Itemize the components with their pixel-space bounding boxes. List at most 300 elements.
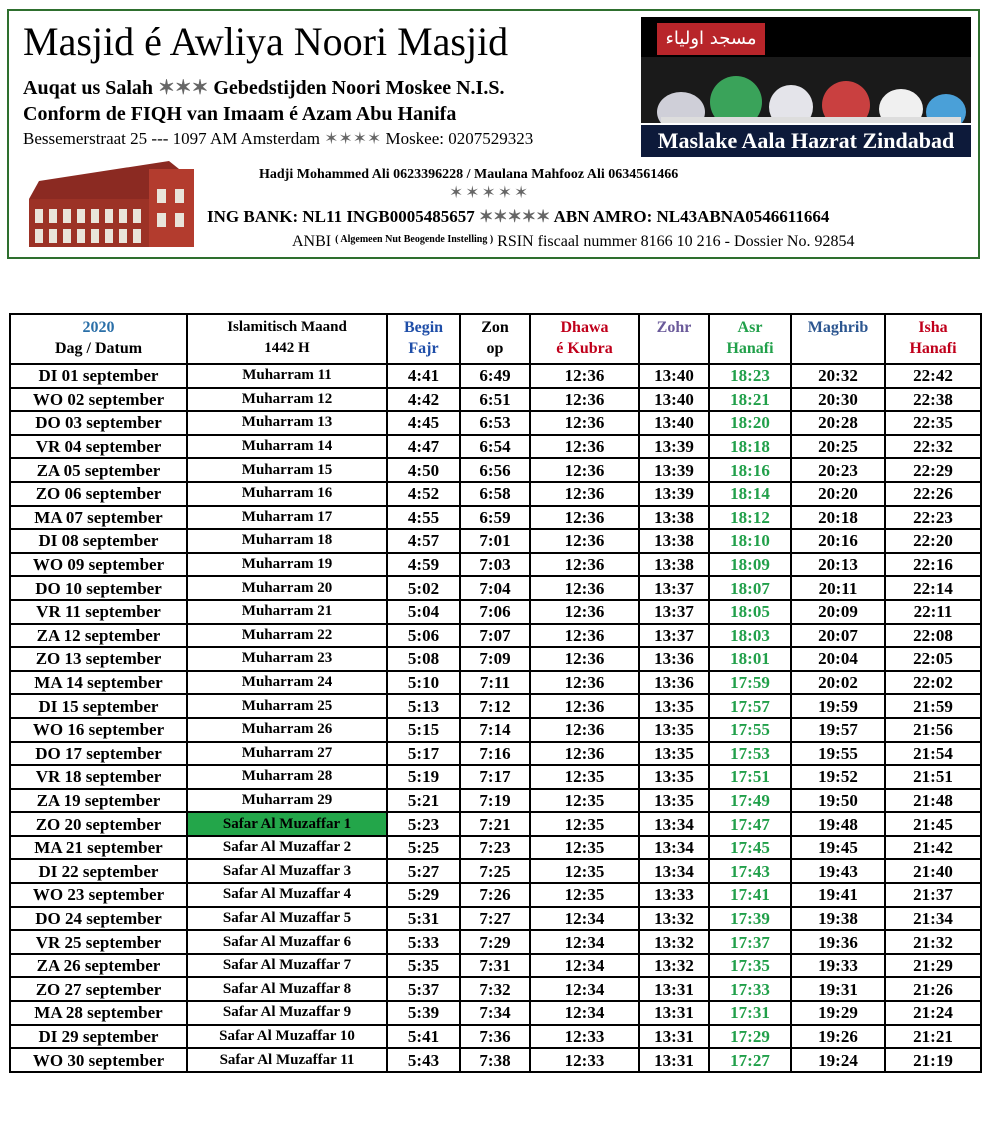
table-row bbox=[10, 435, 981, 459]
table-row bbox=[10, 600, 981, 624]
cell-maghrib: 19:50 bbox=[791, 789, 885, 813]
cell-date: DO 03 september bbox=[10, 411, 187, 435]
cell-isha: 22:29 bbox=[885, 458, 981, 482]
cell-maghrib: 19:26 bbox=[791, 1025, 885, 1049]
cell-sunrise: 6:58 bbox=[460, 482, 530, 506]
cell-sunrise: 7:01 bbox=[460, 529, 530, 553]
cell-sunrise: 7:34 bbox=[460, 1001, 530, 1025]
cell-date: ZA 26 september bbox=[10, 954, 187, 978]
mosque-logo-image bbox=[641, 17, 971, 157]
cell-date: WO 30 september bbox=[10, 1048, 187, 1072]
cell-asr: 17:39 bbox=[709, 907, 791, 931]
cell-fajr: 4:45 bbox=[387, 411, 460, 435]
cell-fajr: 5:04 bbox=[387, 600, 460, 624]
cell-dhawa: 12:35 bbox=[530, 883, 639, 907]
cell-date: ZA 12 september bbox=[10, 624, 187, 648]
cell-maghrib: 20:16 bbox=[791, 529, 885, 553]
cell-isha: 21:51 bbox=[885, 765, 981, 789]
cell-zohr: 13:33 bbox=[639, 883, 709, 907]
cell-sunrise: 7:03 bbox=[460, 553, 530, 577]
cell-maghrib: 20:07 bbox=[791, 624, 885, 648]
subtitle-part-b: Gebedstijden Noori Moskee bbox=[213, 77, 452, 99]
cell-islamic-month: Muharram 18 bbox=[187, 529, 387, 553]
table-row bbox=[10, 364, 981, 388]
cell-asr: 18:23 bbox=[709, 364, 791, 388]
star-icon: ✶✶✶ bbox=[158, 77, 209, 99]
cell-isha: 21:21 bbox=[885, 1025, 981, 1049]
cell-zohr: 13:36 bbox=[639, 647, 709, 671]
cell-maghrib: 19:43 bbox=[791, 859, 885, 883]
cell-asr: 17:45 bbox=[709, 836, 791, 860]
cell-isha: 22:02 bbox=[885, 671, 981, 695]
cell-dhawa: 12:36 bbox=[530, 742, 639, 766]
cell-maghrib: 19:45 bbox=[791, 836, 885, 860]
cell-islamic-month: Muharram 11 bbox=[187, 364, 387, 388]
cell-zohr: 13:37 bbox=[639, 624, 709, 648]
cell-islamic-month: Muharram 21 bbox=[187, 600, 387, 624]
cell-islamic-month: Muharram 25 bbox=[187, 694, 387, 718]
cell-asr: 17:59 bbox=[709, 671, 791, 695]
cell-dhawa: 12:35 bbox=[530, 836, 639, 860]
cell-fajr: 5:08 bbox=[387, 647, 460, 671]
cell-islamic-month: Safar Al Muzaffar 9 bbox=[187, 1001, 387, 1025]
cell-zohr: 13:40 bbox=[639, 411, 709, 435]
cell-date: DI 08 september bbox=[10, 529, 187, 553]
cell-sunrise: 7:25 bbox=[460, 859, 530, 883]
cell-asr: 17:57 bbox=[709, 694, 791, 718]
cell-date: DI 15 september bbox=[10, 694, 187, 718]
cell-fajr: 4:50 bbox=[387, 458, 460, 482]
cell-fajr: 5:33 bbox=[387, 930, 460, 954]
star-icon: ✶✶✶✶✶ bbox=[449, 183, 531, 202]
cell-asr: 18:16 bbox=[709, 458, 791, 482]
cell-islamic-month: Safar Al Muzaffar 5 bbox=[187, 907, 387, 931]
cell-dhawa: 12:36 bbox=[530, 694, 639, 718]
cell-dhawa: 12:36 bbox=[530, 718, 639, 742]
cell-asr: 17:47 bbox=[709, 812, 791, 836]
cell-dhawa: 12:36 bbox=[530, 435, 639, 459]
cell-fajr: 5:19 bbox=[387, 765, 460, 789]
table-row bbox=[10, 458, 981, 482]
cell-zohr: 13:39 bbox=[639, 435, 709, 459]
cell-islamic-month: Muharram 27 bbox=[187, 742, 387, 766]
cell-asr: 18:21 bbox=[709, 388, 791, 412]
cell-date: DO 24 september bbox=[10, 907, 187, 931]
cell-dhawa: 12:36 bbox=[530, 411, 639, 435]
cell-maghrib: 19:59 bbox=[791, 694, 885, 718]
header-maghrib: Maghrib bbox=[791, 314, 885, 364]
cell-fajr: 5:23 bbox=[387, 812, 460, 836]
cell-date: WO 09 september bbox=[10, 553, 187, 577]
cell-isha: 22:05 bbox=[885, 647, 981, 671]
cell-zohr: 13:36 bbox=[639, 671, 709, 695]
cell-sunrise: 7:12 bbox=[460, 694, 530, 718]
table-row bbox=[10, 977, 981, 1001]
cell-isha: 22:20 bbox=[885, 529, 981, 553]
cell-date: MA 21 september bbox=[10, 836, 187, 860]
cell-sunrise: 7:19 bbox=[460, 789, 530, 813]
cell-asr: 18:18 bbox=[709, 435, 791, 459]
header-date: 2020 Dag / Datum bbox=[10, 314, 187, 364]
cell-date: ZO 20 september bbox=[10, 812, 187, 836]
cell-fajr: 5:25 bbox=[387, 836, 460, 860]
cell-zohr: 13:35 bbox=[639, 742, 709, 766]
cell-isha: 21:54 bbox=[885, 742, 981, 766]
table-row bbox=[10, 694, 981, 718]
cell-zohr: 13:31 bbox=[639, 1001, 709, 1025]
cell-islamic-month: Safar Al Muzaffar 10 bbox=[187, 1025, 387, 1049]
cell-dhawa: 12:36 bbox=[530, 624, 639, 648]
cell-fajr: 4:55 bbox=[387, 506, 460, 530]
cell-zohr: 13:35 bbox=[639, 694, 709, 718]
cell-maghrib: 20:13 bbox=[791, 553, 885, 577]
header-zohr: Zohr bbox=[639, 314, 709, 364]
cell-dhawa: 12:33 bbox=[530, 1048, 639, 1072]
cell-date: VR 04 september bbox=[10, 435, 187, 459]
cell-fajr: 5:06 bbox=[387, 624, 460, 648]
cell-islamic-month: Safar Al Muzaffar 7 bbox=[187, 954, 387, 978]
prayer-times-table bbox=[9, 313, 982, 1073]
cell-maghrib: 20:04 bbox=[791, 647, 885, 671]
table-row bbox=[10, 647, 981, 671]
table-row bbox=[10, 553, 981, 577]
cell-sunrise: 6:53 bbox=[460, 411, 530, 435]
table-row bbox=[10, 859, 981, 883]
table-row bbox=[10, 411, 981, 435]
rsin: RSIN fiscaal nummer 8166 10 216 - Dossier No. 92854 bbox=[497, 233, 855, 250]
cell-dhawa: 12:35 bbox=[530, 859, 639, 883]
contact-persons: Hadji Mohammed Ali 0623396228 / Maulana Mahfooz Ali 0634561466 bbox=[259, 167, 679, 182]
cell-maghrib: 19:52 bbox=[791, 765, 885, 789]
cell-asr: 17:41 bbox=[709, 883, 791, 907]
anbi-line bbox=[292, 233, 854, 251]
cell-date: DI 01 september bbox=[10, 364, 187, 388]
table-row bbox=[10, 482, 981, 506]
cell-maghrib: 19:31 bbox=[791, 977, 885, 1001]
cell-isha: 22:23 bbox=[885, 506, 981, 530]
cell-dhawa: 12:34 bbox=[530, 907, 639, 931]
cell-isha: 21:24 bbox=[885, 1001, 981, 1025]
header-asr: Asr Hanafi bbox=[709, 314, 791, 364]
table-row bbox=[10, 671, 981, 695]
table-row bbox=[10, 789, 981, 813]
cell-islamic-month: Muharram 22 bbox=[187, 624, 387, 648]
cell-maghrib: 20:09 bbox=[791, 600, 885, 624]
address: Bessemerstraat 25 --- 1097 AM Amsterdam bbox=[23, 129, 320, 148]
subtitle-line bbox=[23, 75, 504, 100]
cell-sunrise: 7:09 bbox=[460, 647, 530, 671]
cell-islamic-month: Muharram 16 bbox=[187, 482, 387, 506]
cell-maghrib: 19:55 bbox=[791, 742, 885, 766]
cell-date: ZO 06 september bbox=[10, 482, 187, 506]
cell-maghrib: 20:02 bbox=[791, 671, 885, 695]
cell-zohr: 13:38 bbox=[639, 529, 709, 553]
cell-date: VR 18 september bbox=[10, 765, 187, 789]
subtitle-part-a: Auqat us Salah bbox=[23, 77, 154, 99]
cell-zohr: 13:38 bbox=[639, 506, 709, 530]
cell-islamic-month: Safar Al Muzaffar 4 bbox=[187, 883, 387, 907]
cell-isha: 22:16 bbox=[885, 553, 981, 577]
table-row bbox=[10, 506, 981, 530]
cell-isha: 21:32 bbox=[885, 930, 981, 954]
cell-fajr: 5:35 bbox=[387, 954, 460, 978]
cell-date: MA 14 september bbox=[10, 671, 187, 695]
cell-isha: 21:37 bbox=[885, 883, 981, 907]
table-row bbox=[10, 718, 981, 742]
cell-zohr: 13:35 bbox=[639, 789, 709, 813]
table-row bbox=[10, 930, 981, 954]
cell-sunrise: 7:21 bbox=[460, 812, 530, 836]
table-row bbox=[10, 883, 981, 907]
cell-fajr: 4:41 bbox=[387, 364, 460, 388]
cell-isha: 21:56 bbox=[885, 718, 981, 742]
cell-dhawa: 12:36 bbox=[530, 388, 639, 412]
table-row bbox=[10, 388, 981, 412]
cell-asr: 17:33 bbox=[709, 977, 791, 1001]
cell-isha: 21:48 bbox=[885, 789, 981, 813]
cell-dhawa: 12:36 bbox=[530, 482, 639, 506]
cell-isha: 22:32 bbox=[885, 435, 981, 459]
cell-sunrise: 7:04 bbox=[460, 576, 530, 600]
header-islamic-month: Islamitisch Maand 1442 H bbox=[187, 314, 387, 364]
cell-zohr: 13:38 bbox=[639, 553, 709, 577]
cell-date: VR 11 september bbox=[10, 600, 187, 624]
cell-date: VR 25 september bbox=[10, 930, 187, 954]
table-body bbox=[10, 364, 981, 1072]
cell-sunrise: 7:07 bbox=[460, 624, 530, 648]
cell-zohr: 13:32 bbox=[639, 954, 709, 978]
cell-islamic-month: Safar Al Muzaffar 2 bbox=[187, 836, 387, 860]
cell-sunrise: 7:38 bbox=[460, 1048, 530, 1072]
cell-dhawa: 12:34 bbox=[530, 954, 639, 978]
cell-isha: 21:59 bbox=[885, 694, 981, 718]
cell-zohr: 13:39 bbox=[639, 458, 709, 482]
address-line bbox=[23, 129, 533, 149]
cell-islamic-month: Muharram 24 bbox=[187, 671, 387, 695]
cell-asr: 17:31 bbox=[709, 1001, 791, 1025]
cell-dhawa: 12:36 bbox=[530, 529, 639, 553]
cell-fajr: 4:57 bbox=[387, 529, 460, 553]
cell-date: ZO 13 september bbox=[10, 647, 187, 671]
star-icon: ✶✶✶✶✶ bbox=[479, 207, 551, 226]
cell-maghrib: 19:57 bbox=[791, 718, 885, 742]
arabic-calligraphy: مسجد اولیاء bbox=[657, 23, 765, 55]
cell-maghrib: 19:36 bbox=[791, 930, 885, 954]
cell-fajr: 4:52 bbox=[387, 482, 460, 506]
slogan-banner: Maslake Aala Hazrat Zindabad bbox=[641, 123, 971, 157]
cell-asr: 17:53 bbox=[709, 742, 791, 766]
cell-asr: 18:10 bbox=[709, 529, 791, 553]
cell-asr: 17:55 bbox=[709, 718, 791, 742]
cell-islamic-month: Muharram 23 bbox=[187, 647, 387, 671]
cell-isha: 21:26 bbox=[885, 977, 981, 1001]
table-row bbox=[10, 742, 981, 766]
cell-zohr: 13:40 bbox=[639, 364, 709, 388]
cell-date: ZA 19 september bbox=[10, 789, 187, 813]
cell-islamic-month: Safar Al Muzaffar 3 bbox=[187, 859, 387, 883]
cell-maghrib: 20:30 bbox=[791, 388, 885, 412]
cell-sunrise: 6:51 bbox=[460, 388, 530, 412]
cell-date: ZA 05 september bbox=[10, 458, 187, 482]
header-banner bbox=[7, 9, 980, 259]
table-row bbox=[10, 529, 981, 553]
cell-isha: 21:42 bbox=[885, 836, 981, 860]
cell-isha: 22:08 bbox=[885, 624, 981, 648]
cell-asr: 18:01 bbox=[709, 647, 791, 671]
cell-dhawa: 12:34 bbox=[530, 1001, 639, 1025]
cell-asr: 18:12 bbox=[709, 506, 791, 530]
cell-dhawa: 12:34 bbox=[530, 930, 639, 954]
cell-date: WO 16 september bbox=[10, 718, 187, 742]
cell-zohr: 13:35 bbox=[639, 765, 709, 789]
cell-isha: 21:29 bbox=[885, 954, 981, 978]
cell-dhawa: 12:36 bbox=[530, 600, 639, 624]
cell-dhawa: 12:34 bbox=[530, 977, 639, 1001]
cell-fajr: 5:15 bbox=[387, 718, 460, 742]
cell-maghrib: 19:48 bbox=[791, 812, 885, 836]
cell-fajr: 5:02 bbox=[387, 576, 460, 600]
cell-date: DI 29 september bbox=[10, 1025, 187, 1049]
cell-dhawa: 12:36 bbox=[530, 364, 639, 388]
cell-asr: 17:27 bbox=[709, 1048, 791, 1072]
cell-sunrise: 7:17 bbox=[460, 765, 530, 789]
cell-maghrib: 20:25 bbox=[791, 435, 885, 459]
star-icon: ✶✶✶✶ bbox=[324, 129, 382, 148]
ing-bank: ING BANK: NL11 INGB0005485657 bbox=[207, 207, 475, 226]
cell-sunrise: 7:36 bbox=[460, 1025, 530, 1049]
cell-isha: 21:34 bbox=[885, 907, 981, 931]
cell-fajr: 5:13 bbox=[387, 694, 460, 718]
cell-dhawa: 12:35 bbox=[530, 812, 639, 836]
cell-zohr: 13:37 bbox=[639, 576, 709, 600]
cell-dhawa: 12:36 bbox=[530, 553, 639, 577]
cell-fajr: 5:21 bbox=[387, 789, 460, 813]
cell-fajr: 5:37 bbox=[387, 977, 460, 1001]
cell-sunrise: 6:54 bbox=[460, 435, 530, 459]
cell-sunrise: 6:56 bbox=[460, 458, 530, 482]
cell-zohr: 13:39 bbox=[639, 482, 709, 506]
cell-asr: 17:35 bbox=[709, 954, 791, 978]
cell-sunrise: 7:29 bbox=[460, 930, 530, 954]
table-row bbox=[10, 624, 981, 648]
cell-sunrise: 7:32 bbox=[460, 977, 530, 1001]
table-row bbox=[10, 907, 981, 931]
cell-asr: 18:03 bbox=[709, 624, 791, 648]
cell-sunrise: 6:59 bbox=[460, 506, 530, 530]
cell-sunrise: 7:14 bbox=[460, 718, 530, 742]
cell-maghrib: 19:41 bbox=[791, 883, 885, 907]
cell-sunrise: 7:06 bbox=[460, 600, 530, 624]
cell-fajr: 5:10 bbox=[387, 671, 460, 695]
bank-details bbox=[207, 207, 829, 227]
cell-sunrise: 6:49 bbox=[460, 364, 530, 388]
cell-fajr: 5:27 bbox=[387, 859, 460, 883]
cell-sunrise: 7:23 bbox=[460, 836, 530, 860]
cell-islamic-month: Muharram 14 bbox=[187, 435, 387, 459]
cell-asr: 18:14 bbox=[709, 482, 791, 506]
cell-isha: 21:45 bbox=[885, 812, 981, 836]
cell-asr: 17:49 bbox=[709, 789, 791, 813]
cell-asr: 18:07 bbox=[709, 576, 791, 600]
cell-sunrise: 7:16 bbox=[460, 742, 530, 766]
table-row bbox=[10, 812, 981, 836]
table-header-row bbox=[10, 314, 981, 364]
cell-asr: 17:43 bbox=[709, 859, 791, 883]
cell-maghrib: 19:29 bbox=[791, 1001, 885, 1025]
cell-fajr: 5:41 bbox=[387, 1025, 460, 1049]
cell-isha: 22:38 bbox=[885, 388, 981, 412]
subtitle-part-c: N.I.S. bbox=[456, 77, 505, 99]
cell-islamic-month: Safar Al Muzaffar 6 bbox=[187, 930, 387, 954]
table-row bbox=[10, 836, 981, 860]
cell-zohr: 13:31 bbox=[639, 977, 709, 1001]
cell-date: ZO 27 september bbox=[10, 977, 187, 1001]
cell-fajr: 5:31 bbox=[387, 907, 460, 931]
table-row bbox=[10, 1048, 981, 1072]
cell-zohr: 13:32 bbox=[639, 930, 709, 954]
cell-maghrib: 20:23 bbox=[791, 458, 885, 482]
cell-asr: 18:05 bbox=[709, 600, 791, 624]
cell-isha: 22:14 bbox=[885, 576, 981, 600]
cell-date: DO 10 september bbox=[10, 576, 187, 600]
cell-zohr: 13:31 bbox=[639, 1048, 709, 1072]
anbi-label: ANBI bbox=[292, 233, 332, 250]
cell-fajr: 4:42 bbox=[387, 388, 460, 412]
cell-date: DO 17 september bbox=[10, 742, 187, 766]
table-row bbox=[10, 576, 981, 600]
cell-islamic-month: Muharram 15 bbox=[187, 458, 387, 482]
cell-isha: 21:19 bbox=[885, 1048, 981, 1072]
cell-isha: 22:26 bbox=[885, 482, 981, 506]
cell-zohr: 13:34 bbox=[639, 812, 709, 836]
cell-isha: 22:11 bbox=[885, 600, 981, 624]
fiqh-line: Conform de FIQH van Imaam é Azam Abu Hanifa bbox=[23, 103, 457, 125]
cell-sunrise: 7:31 bbox=[460, 954, 530, 978]
header-isha: Isha Hanafi bbox=[885, 314, 981, 364]
cell-maghrib: 19:24 bbox=[791, 1048, 885, 1072]
cell-fajr: 5:43 bbox=[387, 1048, 460, 1072]
cell-zohr: 13:34 bbox=[639, 859, 709, 883]
table-row bbox=[10, 954, 981, 978]
cell-dhawa: 12:36 bbox=[530, 506, 639, 530]
cell-asr: 17:29 bbox=[709, 1025, 791, 1049]
cell-zohr: 13:34 bbox=[639, 836, 709, 860]
cell-asr: 17:51 bbox=[709, 765, 791, 789]
cell-fajr: 4:59 bbox=[387, 553, 460, 577]
cell-isha: 22:35 bbox=[885, 411, 981, 435]
header-dhawa: Dhawa é Kubra bbox=[530, 314, 639, 364]
cell-zohr: 13:37 bbox=[639, 600, 709, 624]
phone: Moskee: 0207529323 bbox=[385, 129, 534, 148]
cell-dhawa: 12:36 bbox=[530, 647, 639, 671]
cell-asr: 18:09 bbox=[709, 553, 791, 577]
cell-fajr: 5:17 bbox=[387, 742, 460, 766]
cell-maghrib: 20:18 bbox=[791, 506, 885, 530]
mosque-title: Masjid é Awliya Noori Masjid bbox=[23, 19, 509, 64]
cell-islamic-month: Safar Al Muzaffar 11 bbox=[187, 1048, 387, 1072]
cell-islamic-month: Muharram 29 bbox=[187, 789, 387, 813]
cell-maghrib: 20:32 bbox=[791, 364, 885, 388]
cell-zohr: 13:35 bbox=[639, 718, 709, 742]
cell-sunrise: 7:11 bbox=[460, 671, 530, 695]
anbi-note: ( Algemeen Nut Beogende Instelling ) bbox=[335, 234, 494, 245]
cell-date: MA 07 september bbox=[10, 506, 187, 530]
cell-isha: 21:40 bbox=[885, 859, 981, 883]
cell-maghrib: 20:28 bbox=[791, 411, 885, 435]
cell-fajr: 5:39 bbox=[387, 1001, 460, 1025]
table-row bbox=[10, 1025, 981, 1049]
cell-maghrib: 20:20 bbox=[791, 482, 885, 506]
